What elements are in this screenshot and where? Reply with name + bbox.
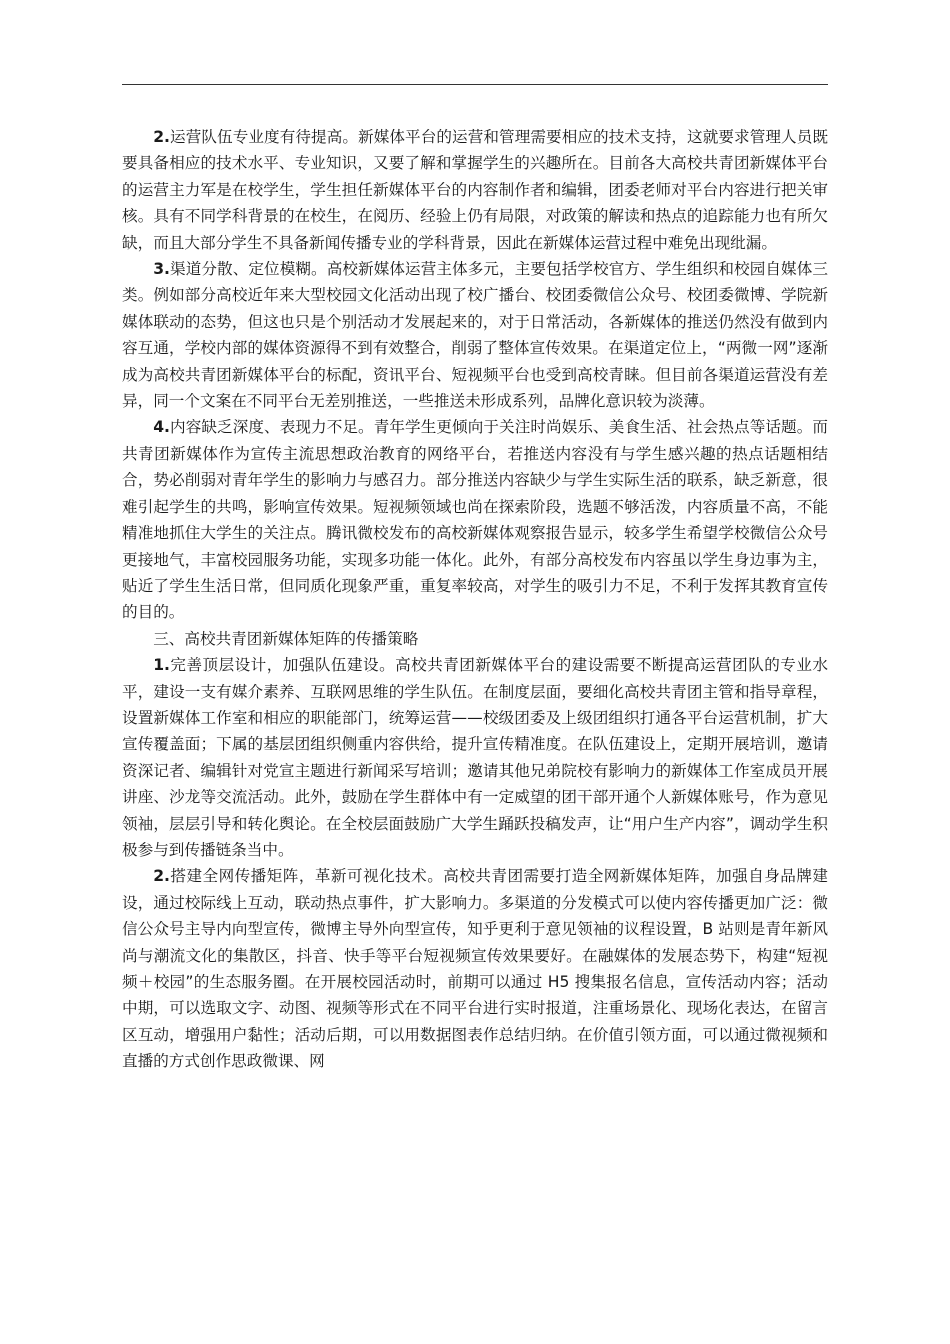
paragraph-text: 渠道分散、定位模糊。高校新媒体运营主体多元，主要包括学校官方、学生组织和校园自媒体三类。例如部分高校近年来大型校园文化活动出现了校广播台、校团委微信公众号、校团委微博、学院新媒体联动的态势，但这也只是个别活动才发展起来的，对于日常活动，各新媒体的推送仍然没有做到内容互通，学校内部的媒体资源得不到有效整合，削弱了整体宣传效果。在渠道定位上，“两微一网”逐渐成为高校共青团新媒体平台的标配，资讯平台、短视频平台也受到高校青睐。但目前各渠道运营没有差异，同一个文案在不同平台无差别推送，一些推送未形成系列，品牌化意识较为淡薄。 [122, 260, 828, 411]
item-number: 4. [153, 418, 170, 437]
header-rule [122, 84, 828, 85]
paragraph-text: 内容缺乏深度、表现力不足。青年学生更倾向于关注时尚娱乐、美食生活、社会热点等话题。而共青团新媒体作为宣传主流思想政治教育的网络平台，若推送内容没有与学生感兴趣的热点话题相结合，势必削弱对青年学生的影响力与感召力。部分推送内容缺少与学生实际生活的联系，缺乏新意，很难引起学生的共鸣，影响宣传效果。短视频领域也尚在探索阶段，选题不够活泼，内容质量不高，不能精准地抓住大学生的关注点。腾讯微校发布的高校新媒体观察报告显示，较多学生希望学校微信公众号更接地气，丰富校园服务功能，实现多功能一体化。此外，有部分高校发布内容虽以学生身边事为主，贴近了学生生活日常，但同质化现象严重，重复率较高，对学生的吸引力不足，不利于发挥其教育宣传的目的。 [122, 418, 828, 622]
item-number: 3. [153, 260, 170, 279]
item-number: 2. [153, 128, 170, 146]
paragraph-content-depth [122, 414, 828, 625]
paragraph-operation-team [122, 124, 828, 256]
paragraph-text: 完善顶层设计，加强队伍建设。高校共青团新媒体平台的建设需要不断提高运营团队的专业水平，建设一支有媒介素养、互联网思维的学生队伍。在制度层面，要细化高校共青团主管和指导章程，设置新媒体工作室和相应的职能部门，统筹运营——校级团委及上级团组织打通各平台运营机制，扩大宣传覆盖面；下属的基层团组织侧重内容供给，提升宣传精准度。在队伍建设上，定期开展培训，邀请资深记者、编辑针对党宣主题进行新闻采写培训；邀请其他兄弟院校有影响力的新媒体工作室成员开展讲座、沙龙等交流活动。此外，鼓励在学生群体中有一定威望的团干部开通个人新媒体账号，作为意见领袖，层层引导和转化舆论。在全校层面鼓励广大学生踊跃投稿发声，让“用户生产内容”，调动学生积极参与到传播链条当中。 [122, 656, 828, 859]
section-heading [122, 626, 828, 652]
paragraph-text: 搭建全网传播矩阵，革新可视化技术。高校共青团需要打造全网新媒体矩阵，加强自身品牌建设，通过校际线上互动，联动热点事件，扩大影响力。多渠道的分发模式可以使内容传播更加广泛：微信公众号主导内向型宣传，微博主导外向型宣传，知乎更利于意见领袖的议程设置，B 站则是青年新风尚与潮流文化的集散区，抖音、快手等平台短视频宣传效果要好。在融媒体的发展态势下，构建“短视频＋校园”的生态服务圈。在开展校园活动时，前期可以通过 H5 搜集报名信息，宣传活动内容；活动中期，可以选取文字、动图、视频等形式在不同平台进行实时报道，注重场景化、现场化表达，在留言区互动，增强用户黏性；活动后期，可以用数据图表作总结归纳。在价值引领方面，可以通过微视频和直播的方式创作思政微课、网 [122, 867, 828, 1071]
section-heading-text: 三、高校共青团新媒体矩阵的传播策略 [153, 629, 419, 648]
item-number: 1. [153, 656, 170, 675]
paragraph-text: 运营队伍专业度有待提高。新媒体平台的运营和管理需要相应的技术支持，这就要求管理人员既要具备相应的技术水平、专业知识，又要了解和掌握学生的兴趣所在。目前各大高校共青团新媒体平台的运营主力军是在校学生，学生担任新媒体平台的内容制作者和编辑，团委老师对平台内容进行把关审核。具有不同学科背景的在校生，在阅历、经验上仍有局限，对政策的解读和热点的追踪能力也有所欠缺，而且大部分学生不具备新闻传播专业的学科背景，因此在新媒体运营过程中难免出现纰漏。 [122, 128, 828, 252]
paragraph-top-design [122, 652, 828, 863]
document-body [122, 124, 828, 1075]
paragraph-matrix [122, 863, 828, 1074]
item-number: 2. [153, 867, 170, 886]
paragraph-channels [122, 256, 828, 414]
